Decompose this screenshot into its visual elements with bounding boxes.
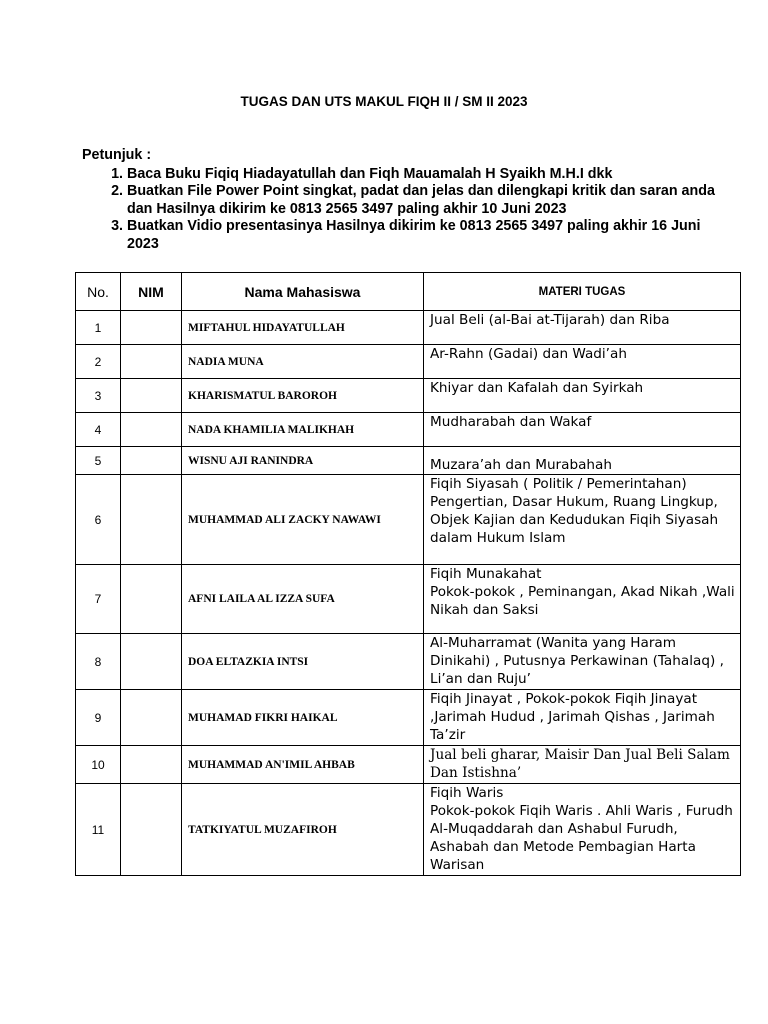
row-student-name: AFNI LAILA AL IZZA SUFA xyxy=(182,565,424,634)
row-no: 2 xyxy=(76,345,121,379)
row-student-name: MIFTAHUL HIDAYATULLAH xyxy=(182,311,424,345)
assignment-table xyxy=(75,272,741,876)
row-no: 5 xyxy=(76,447,121,475)
row-student-name: WISNU AJI RANINDRA xyxy=(182,447,424,475)
header-nim: NIM xyxy=(121,273,182,311)
table-row xyxy=(76,413,741,447)
row-nim xyxy=(121,413,182,447)
row-no: 9 xyxy=(76,690,121,746)
header-materi-tugas: MATERI TUGAS xyxy=(424,273,741,311)
row-nim xyxy=(121,634,182,690)
row-student-name: DOA ELTAZKIA INTSI xyxy=(182,634,424,690)
table-row xyxy=(76,475,741,565)
row-nim xyxy=(121,379,182,413)
table-row xyxy=(76,311,741,345)
row-materi: Al-Muharramat (Wanita yang Haram Dinikahi) , Putusnya Perkawinan (Tahalaq) , Li’an dan Ruju’ xyxy=(424,634,741,690)
document-title: TUGAS DAN UTS MAKUL FIQH II / SM II 2023 xyxy=(240,94,528,109)
row-nim xyxy=(121,311,182,345)
row-student-name: TATKIYATUL MUZAFIROH xyxy=(182,784,424,876)
row-student-name: KHARISMATUL BAROROH xyxy=(182,379,424,413)
table-row xyxy=(76,379,741,413)
table-row xyxy=(76,784,741,876)
row-no: 7 xyxy=(76,565,121,634)
row-student-name: MUHAMMAD ALI ZACKY NAWAWI xyxy=(182,475,424,565)
row-materi: Fiqih Munakahat Pokok-pokok , Peminangan, Akad Nikah ,Wali Nikah dan Saksi xyxy=(424,565,741,634)
table-header-row xyxy=(76,273,741,311)
row-no: 11 xyxy=(76,784,121,876)
row-no: 8 xyxy=(76,634,121,690)
row-no: 1 xyxy=(76,311,121,345)
row-student-name: NADA KHAMILIA MALIKHAH xyxy=(182,413,424,447)
row-materi: Khiyar dan Kafalah dan Syirkah xyxy=(424,379,741,413)
row-nim xyxy=(121,784,182,876)
row-materi: Mudharabah dan Wakaf xyxy=(424,413,741,447)
row-student-name: MUHAMMAD AN'IMIL AHBAB xyxy=(182,746,424,784)
table-row xyxy=(76,634,741,690)
row-materi: Ar-Rahn (Gadai) dan Wadi’ah xyxy=(424,345,741,379)
instruction-item-1: 1. Baca Buku Fiqiq Hiadayatullah dan Fiqh Mauamalah H Syaikh M.H.I dkk xyxy=(127,166,722,184)
row-nim xyxy=(121,475,182,565)
instructions-section xyxy=(82,147,722,253)
row-materi: Muzara’ah dan Murabahah xyxy=(424,447,741,475)
row-nim xyxy=(121,690,182,746)
table-row xyxy=(76,345,741,379)
row-no: 3 xyxy=(76,379,121,413)
table-row xyxy=(76,746,741,784)
row-nim xyxy=(121,345,182,379)
row-student-name: MUHAMAD FIKRI HAIKAL xyxy=(182,690,424,746)
instructions-heading: Petunjuk : xyxy=(82,147,152,163)
instruction-item-3: 3. Buatkan Vidio presentasinya Hasilnya dikirim ke 0813 2565 3497 paling akhir 16 Juni 2023 xyxy=(127,218,722,253)
row-materi: Fiqih Jinayat , Pokok-pokok Fiqih Jinayat ,Jarimah Hudud , Jarimah Qishas , Jarimah Ta’zir xyxy=(424,690,741,746)
row-materi: Jual beli gharar, Maisir Dan Jual Beli Salam Dan Istishna’ xyxy=(424,746,741,784)
row-no: 10 xyxy=(76,746,121,784)
table-row xyxy=(76,690,741,746)
row-nim xyxy=(121,565,182,634)
row-materi: Fiqih Waris Pokok-pokok Fiqih Waris . Ahli Waris , Furudh Al-Muqaddarah dan Ashabul Furudh, Ashabah dan Metode Pembagian Harta Warisan xyxy=(424,784,741,876)
row-nim xyxy=(121,447,182,475)
row-materi: Fiqih Siyasah ( Politik / Pemerintahan) Pengertian, Dasar Hukum, Ruang Lingkup, Objek Kajian dan Kedudukan Fiqih Siyasah dalam Hukum Islam xyxy=(424,475,741,565)
instruction-item-2: 2. Buatkan File Power Point singkat, padat dan jelas dan dilengkapi kritik dan saran anda dan Hasilnya dikirim ke 0813 2565 3497 paling akhir 10 Juni 2023 xyxy=(127,183,722,218)
row-no: 6 xyxy=(76,475,121,565)
table-row xyxy=(76,447,741,475)
instructions-list xyxy=(82,166,722,254)
row-no: 4 xyxy=(76,413,121,447)
row-materi: Jual Beli (al-Bai at-Tijarah) dan Riba xyxy=(424,311,741,345)
row-student-name: NADIA MUNA xyxy=(182,345,424,379)
row-nim xyxy=(121,746,182,784)
header-nama-mahasiswa: Nama Mahasiswa xyxy=(182,273,424,311)
table-row xyxy=(76,565,741,634)
header-no: No. xyxy=(76,273,121,311)
